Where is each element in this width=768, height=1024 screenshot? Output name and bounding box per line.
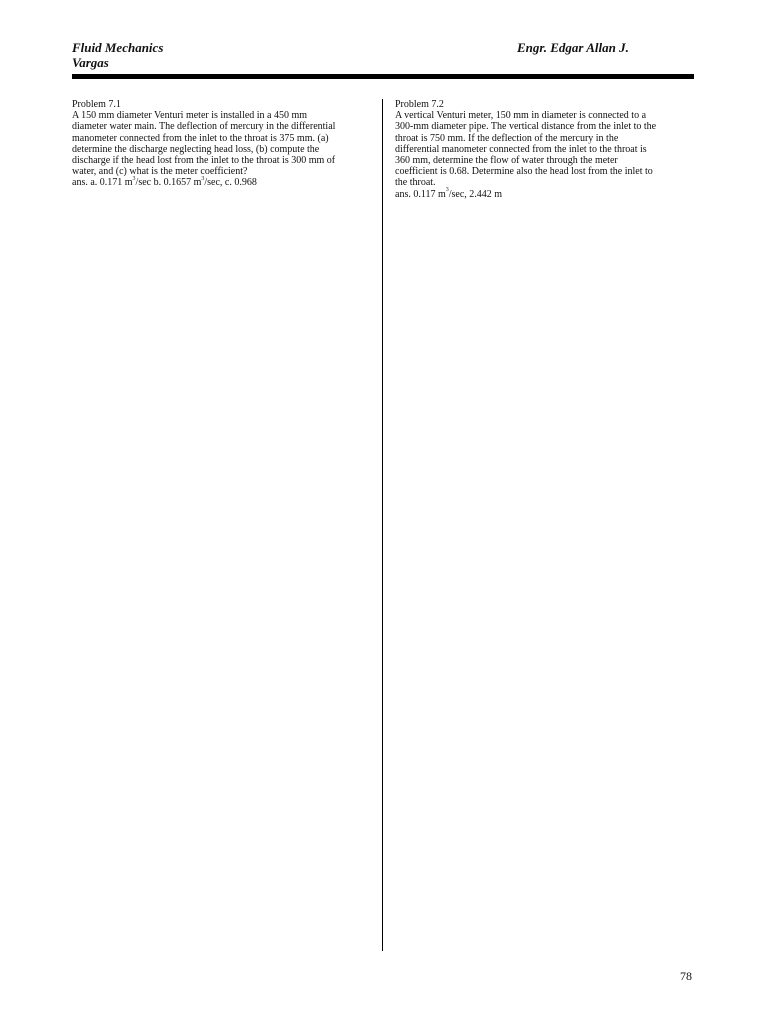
answer-text: /sec, c. 0.968 (204, 177, 257, 189)
problem-body-line: 300-mm diameter pipe. The vertical distance from the inlet to the (395, 121, 657, 133)
header-author-name: Engr. Edgar Allan J. (517, 40, 629, 55)
problem-body-line: determine the discharge neglecting head loss, (b) compute the (72, 143, 320, 155)
problem-7-2 (395, 99, 693, 200)
problem-body-line: throat is 750 mm. If the deflection of the mercury in the (395, 132, 619, 144)
answer-text: ans. 0.117 m (395, 188, 446, 200)
header-author-surname: Vargas (72, 55, 109, 70)
column-divider (382, 99, 383, 951)
problem-title: Problem 7.1 (72, 99, 121, 110)
header-course-title: Fluid Mechanics (72, 40, 164, 55)
problem-title: Problem 7.2 (395, 99, 444, 110)
problem-body-line: coefficient is 0.68. Determine also the head lost from the inlet to (395, 166, 653, 178)
header-rule (72, 74, 694, 79)
problem-body-line: A vertical Venturi meter, 150 mm in diameter is connected to a (395, 110, 647, 122)
answer-text: /sec b. 0.1657 m (135, 177, 202, 189)
page-header (72, 40, 694, 74)
problem-body-line: 360 mm, determine the flow of water through the meter (395, 155, 618, 167)
problem-body-line: manometer connected from the inlet to the throat is 375 mm. (a) (72, 132, 329, 144)
problem-answer (395, 189, 693, 200)
answer-exponent: 3 (201, 176, 205, 183)
problem-body-line: differential manometer connected from the inlet to the throat is (395, 143, 647, 155)
problem-body-line: water, and (c) what is the meter coefficient? (72, 166, 248, 178)
problem-body-line: discharge if the head lost from the inlet to the throat is 300 mm of (72, 155, 336, 167)
problem-body-line: the throat. (395, 177, 436, 189)
answer-exponent: 3 (132, 176, 136, 183)
answer-text: /sec, 2.442 m (448, 188, 503, 200)
header-left (72, 40, 163, 70)
problem-7-1 (72, 99, 372, 189)
answer-text: ans. a. 0.171 m (72, 177, 133, 189)
problem-answer (72, 177, 372, 188)
page-number: 78 (680, 969, 692, 983)
answer-exponent: 3 (445, 187, 449, 194)
problem-body-line: A 150 mm diameter Venturi meter is installed in a 450 mm (72, 110, 308, 122)
problem-body-line: diameter water main. The deflection of mercury in the differential (72, 121, 336, 133)
